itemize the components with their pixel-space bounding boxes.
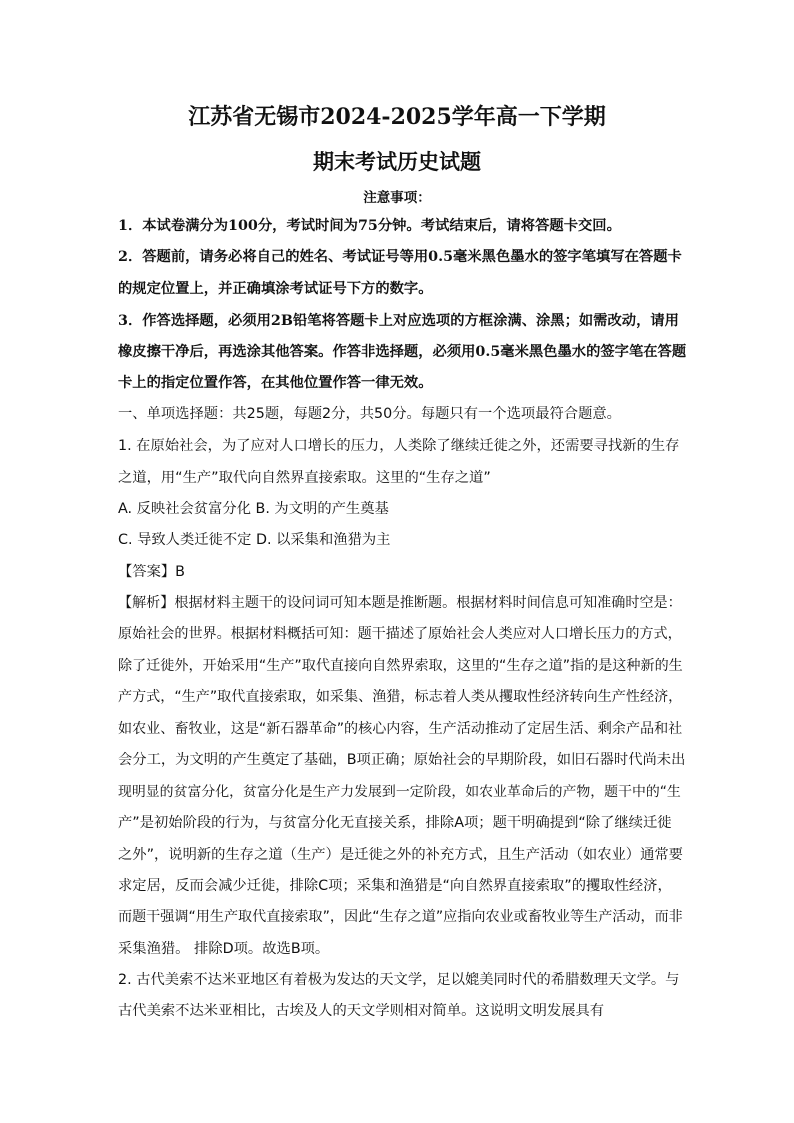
q1-analysis-line-11: 而题干强调“用生产取代直接索取”，因此“生存之道”应指向农业或畜牧业等生产活动，而非 [118, 909, 683, 925]
exam-title: 江苏省无锡市2024-2025学年高一下学期 [188, 104, 606, 130]
q1-analysis-line-7: 现明显的贫富分化，贫富分化是生产力发展到一定阶段，如农业革命后的产物，题干中的“生 [118, 784, 681, 800]
q1-analysis-line-6: 会分工，为文明的产生奠定了基础，B项正确；原始社会的早期阶段，如旧石器时代尚未出 [118, 752, 686, 768]
notice-line-1: 1．本试卷满分为100分，考试时间为75分钟。考试结束后，请将答题卡交回。 [118, 218, 621, 234]
q1-analysis-line-12: 采集渔猎。 排除D项。故选B项。 [118, 941, 330, 957]
q1-answer: 【答案】B [118, 564, 185, 580]
q1-analysis-line-1: 【解析】根据材料主题干的设问词可知本题是推断题。根据材料时间信息可知准确时空是： [118, 595, 682, 611]
q1-analysis-line-2: 原始社会的世界。根据材料概括可知：题干描述了原始社会人类应对人口增长压力的方式， [118, 626, 682, 642]
notice-line-5: 橡皮擦干净后，再选涂其他答案。作答非选择题，必须用0.5毫米黑色墨水的签字笔在答题 [118, 344, 687, 360]
section-heading: 一、单项选择题：共25题，每题2分，共50分。每题只有一个选项最符合题意。 [118, 406, 621, 422]
q1-analysis-line-3: 除了迁徙外，开始采用“生产”取代直接向自然界索取，这里的“生存之道”指的是这种新的生 [118, 658, 683, 674]
notice-heading: 注意事项： [363, 190, 431, 206]
exam-subtitle: 期末考试历史试题 [313, 149, 481, 174]
notice-line-3: 的规定位置上，并正确填涂考试证号下方的数字。 [118, 281, 433, 297]
q1-stem-line-1: 1. 在原始社会，为了应对人口增长的压力，人类除了继续迁徙之外，还需要寻找新的生存 [118, 438, 680, 454]
q1-analysis-line-9: 之外”，说明新的生存之道（生产）是迁徙之外的补充方式，且生产活动（如农业）通常要 [118, 847, 683, 863]
q2-stem-line-2: 古代美索不达米亚相比，古埃及人的天文学则相对简单。这说明文明发展具有 [118, 1003, 605, 1019]
notice-line-2: 2．答题前，请务必将自己的姓名、考试证号等用0.5毫米黑色墨水的签字笔填写在答题卡 [118, 249, 682, 265]
q1-analysis-line-4: 产方式，“生产”取代直接索取，如采集、渔猎，标志着人类从攫取性经济转向生产性经济， [118, 689, 683, 705]
q2-stem-line-1: 2. 古代美索不达米亚地区有着极为发达的天文学，足以媲美同时代的希腊数理天文学。与 [118, 972, 680, 988]
q1-stem-line-2: 之道，用“生产”取代向自然界直接索取。这里的“生存之道” [118, 470, 491, 486]
q1-analysis-line-5: 如农业、畜牧业，这是“新石器革命”的核心内容，生产活动推动了定居生活、剩余产品和社 [118, 721, 683, 737]
q1-options-cd: C. 导致人类迁徙不定 D. 以采集和渔猎为主 [118, 532, 391, 548]
notice-line-4: 3．作答选择题，必须用2B铅笔将答题卡上对应选项的方框涂满、涂黑；如需改动，请用 [118, 313, 679, 329]
q1-analysis-line-8: 产”是初始阶段的行为，与贫富分化无直接关系，排除A项；题干明确提到“除了继续迁徙 [118, 815, 672, 831]
q1-analysis-line-10: 求定居，反而会减少迁徙，排除C项；采集和渔猎是“向自然界直接索取”的攫取性经济， [118, 878, 672, 894]
q1-options-ab: A. 反映社会贫富分化 B. 为文明的产生奠基 [118, 501, 389, 517]
notice-line-6: 卡上的指定位置作答，在其他位置作答一律无效。 [118, 375, 433, 391]
